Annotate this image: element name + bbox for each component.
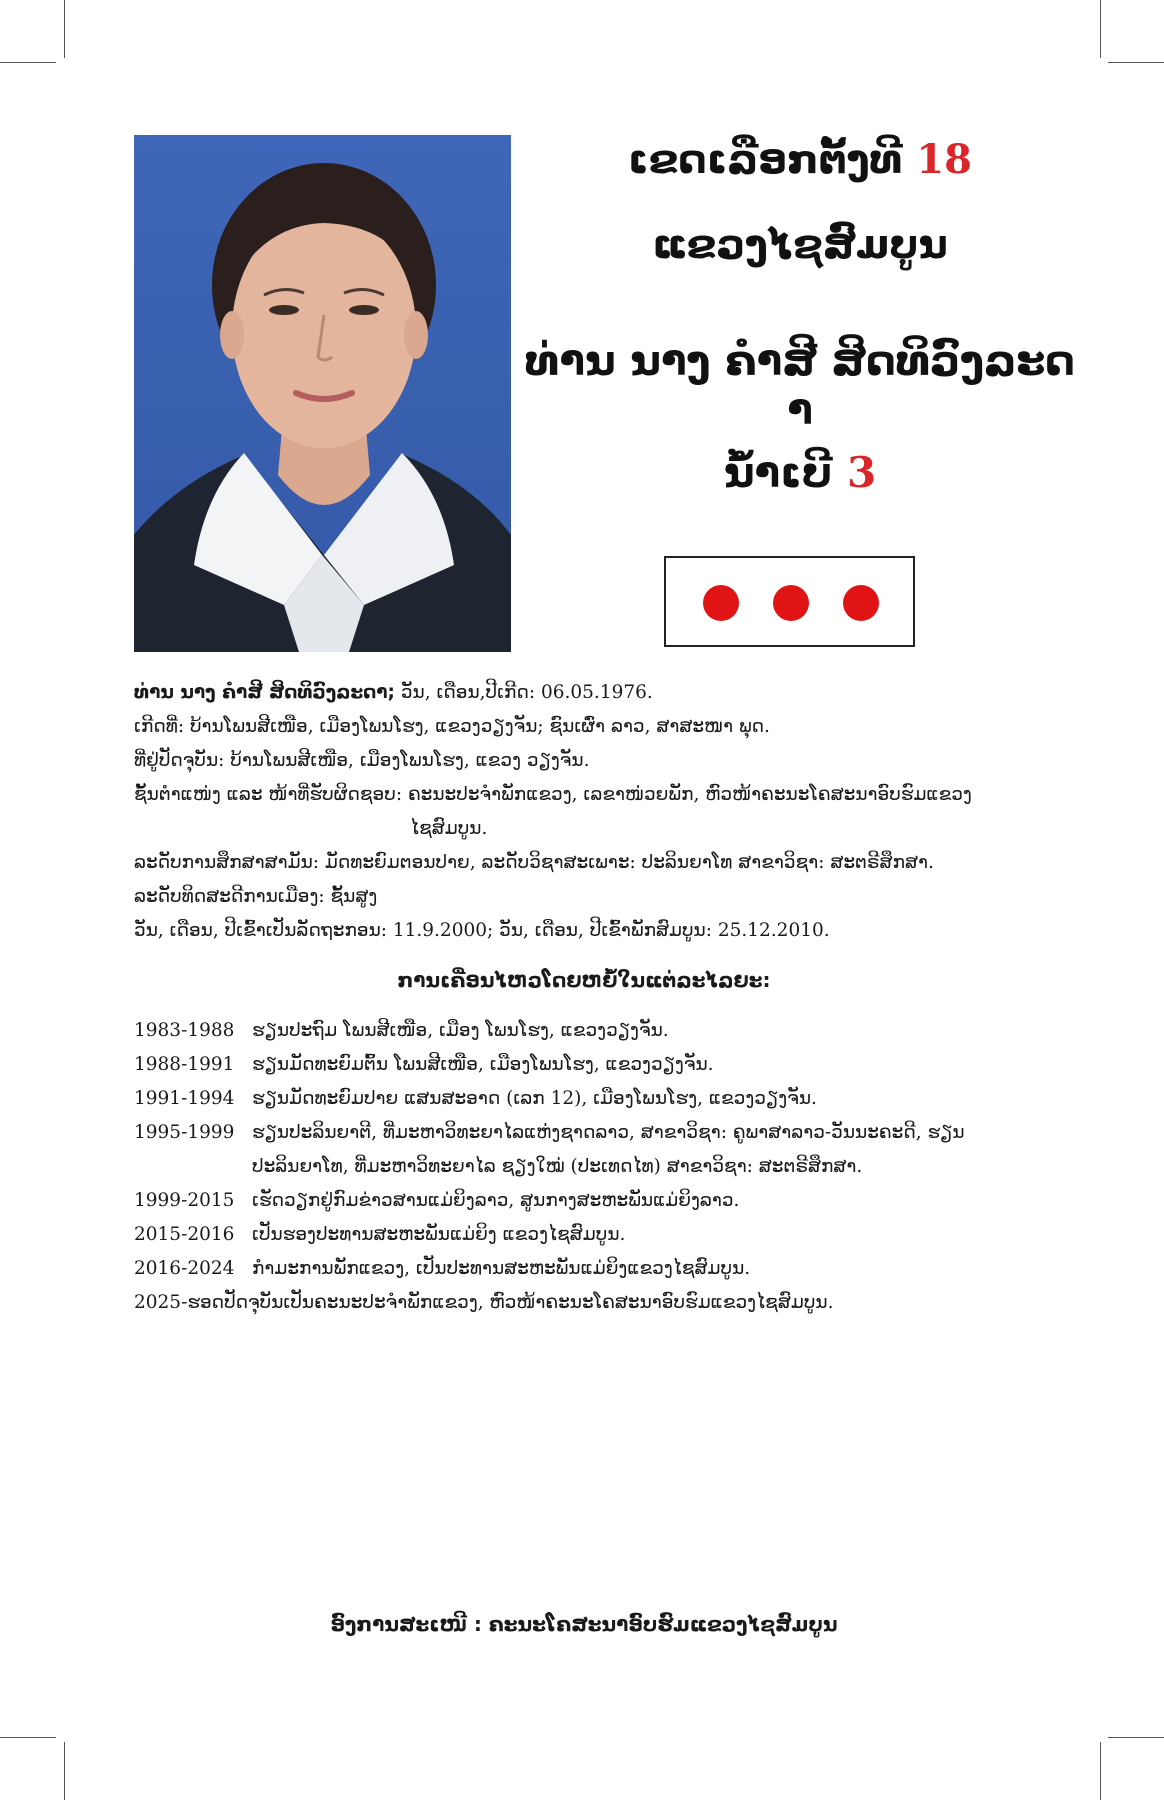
ballot-dot xyxy=(703,585,739,621)
biography xyxy=(134,676,1034,948)
bio-name: ທ່ານ ນາງ ຄຳສີ ສິດທິວົງລະດາ; xyxy=(134,682,395,703)
timeline-years: 2016-2024 xyxy=(134,1258,235,1279)
ballot-number-box xyxy=(664,556,915,647)
bio-dates: ວັນ, ເດືອນ, ປີເຂົ້າເປັນລັດຖະກອນ: 11.9.2000; ວັນ, ເດືອນ, ປີເຂົ້າພັກສົມບູນ: 25.12.2010. xyxy=(134,920,830,941)
timeline-text: ເປັນຮອງປະທານສະຫະພັນແມ່ຍິງ ແຂວງໄຊສົມບູນ. xyxy=(252,1224,626,1245)
candidate-number-label: ນ້ຳເບີ xyxy=(723,448,833,497)
timeline-row xyxy=(134,1116,1034,1184)
bio-name-line xyxy=(134,676,1034,710)
timeline-row xyxy=(134,1252,1034,1286)
crop-mark xyxy=(1108,62,1164,63)
candidate-photo xyxy=(134,135,511,652)
constituency-number: 18 xyxy=(916,136,972,183)
timeline-text: ຮຽນປະຖົມ ໂພນສີເໜືອ, ເມືອງ ໂພນໂຮງ, ແຂວງວຽງຈັນ. xyxy=(252,1020,669,1041)
timeline-title: ການເຄື່ອນໄຫວໂດຍຫຍໍ້ໃນແຕ່ລະໄລຍະ: xyxy=(397,968,771,992)
timeline-years: 1995-1999 xyxy=(134,1122,235,1143)
crop-mark xyxy=(64,0,65,58)
crop-mark xyxy=(1100,0,1101,58)
bio-education: ລະດັບການສຶກສາສາມັນ: ມັດທະຍົມຕອນປາຍ, ລະດັບວິຊາສະເພາະ: ປະລິນຍາໂທ ສາຂາວິຊາ: ສະຕຣີສຶກສາ. xyxy=(134,852,934,873)
bio-dob: ວັນ, ເດືອນ,ປີເກີດ: 06.05.1976. xyxy=(394,682,653,703)
timeline-row xyxy=(134,1048,1034,1082)
bio-politics: ລະດັບທິດສະດີການເມືອງ: ຊັ້ນສູງ xyxy=(134,886,378,907)
timeline-years: 1999-2015 xyxy=(134,1190,235,1211)
bio-birthplace: ເກີດທີ່: ບ້ານໂພນສີເໜືອ, ເມືອງໂພນໂຮງ, ແຂວງວຽງຈັນ; ຊົນເຜົ່າ ລາວ, ສາສະໜາ ພຸດ. xyxy=(134,716,770,737)
timeline xyxy=(134,1014,1034,1320)
crop-mark xyxy=(64,1742,65,1800)
timeline-text: ເຮັດວຽກຢູ່ກົມຂ່າວສານແມ່ຍິງລາວ, ສູນກາງສະຫະພັນແມ່ຍິງລາວ. xyxy=(252,1190,740,1211)
timeline-row xyxy=(134,1218,1034,1252)
province-heading: ແຂວງໄຊສົມບູນ xyxy=(652,222,948,268)
timeline-years: 1983-1988 xyxy=(134,1020,235,1041)
constituency-heading xyxy=(515,136,1085,183)
timeline-text: ກຳມະການພັກແຂວງ, ເປັນປະທານສະຫະພັນແມ່ຍິງແຂວງໄຊສົມບູນ. xyxy=(252,1258,751,1279)
timeline-row xyxy=(134,1184,1034,1218)
proposer-footer: ອົງການສະເໜີ : ຄະນະໂຄສະນາອົບຮົມແຂວງໄຊສົມບູນ xyxy=(330,1612,838,1636)
candidate-name-heading: ທ່ານ ນາງ ຄຳສີ ສິດທິວົງລະດາ xyxy=(525,336,1075,434)
timeline-row xyxy=(134,1082,1034,1116)
ballot-dot xyxy=(843,585,879,621)
bio-position-cont: ໄຊສົມບູນ. xyxy=(410,818,488,839)
crop-mark xyxy=(1100,1742,1101,1800)
bio-residence: ທີ່ຢູ່ປັດຈຸບັນ: ບ້ານໂພນສີເໜືອ, ເມືອງໂພນໂຮງ, ແຂວງ ວຽງຈັນ. xyxy=(134,750,590,771)
timeline-text: ຮຽນປະລິນຍາຕີ, ທີ່ມະຫາວິທະຍາໄລແຫ່ງຊາດລາວ, ສາຂາວິຊາ: ຄູພາສາລາວ-ວັນນະຄະດີ, ຮຽນປະລິນຍາໂທ, ທີ່ມະຫາວິທະຍາໄລ ຊຽງໃໝ່ (ປະເທດໄທ) ສາຂາວິຊາ: ສະຕຣີສຶກສາ. xyxy=(252,1122,965,1177)
timeline-years: 2015-2016 xyxy=(134,1224,235,1245)
timeline-text: ຮຽນມັດທະຍົມຕົ້ນ ໂພນສີເໜືອ, ເມືອງໂພນໂຮງ, ແຂວງວຽງຈັນ. xyxy=(252,1054,714,1075)
timeline-last-line: 2025-ຮອດປັດຈຸບັນເປັນຄະນະປະຈຳພັກແຂວງ, ຫົວໜ້າຄະນະໂຄສະນາອົບຮົມແຂວງໄຊສົມບູນ. xyxy=(134,1292,834,1313)
timeline-text: ຮຽນມັດທະຍົມປາຍ ແສນສະອາດ (ເລກ 12), ເມືອງໂພນໂຮງ, ແຂວງວຽງຈັນ. xyxy=(252,1088,817,1109)
candidate-number: 3 xyxy=(846,448,877,497)
ballot-dot xyxy=(773,585,809,621)
crop-mark xyxy=(0,1737,56,1738)
crop-mark xyxy=(1108,1737,1164,1738)
timeline-years: 1988-1991 xyxy=(134,1054,235,1075)
timeline-years: 1991-1994 xyxy=(134,1088,235,1109)
bio-position: ຊັ້ນຕຳແໜ່ງ ແລະ ໜ້າທີ່ຮັບຜິດຊອບ: ຄະນະປະຈຳພັກແຂວງ, ເລຂາໜ່ວຍພັກ, ຫົວໜ້າຄະນະໂຄສະນາອົບຮົມແຂວງ xyxy=(134,784,972,805)
candidate-number-heading xyxy=(515,448,1085,497)
crop-mark xyxy=(0,62,56,63)
timeline-row xyxy=(134,1014,1034,1048)
constituency-label: ເຂດເລືອກຕັ້ງທີ xyxy=(628,137,903,183)
